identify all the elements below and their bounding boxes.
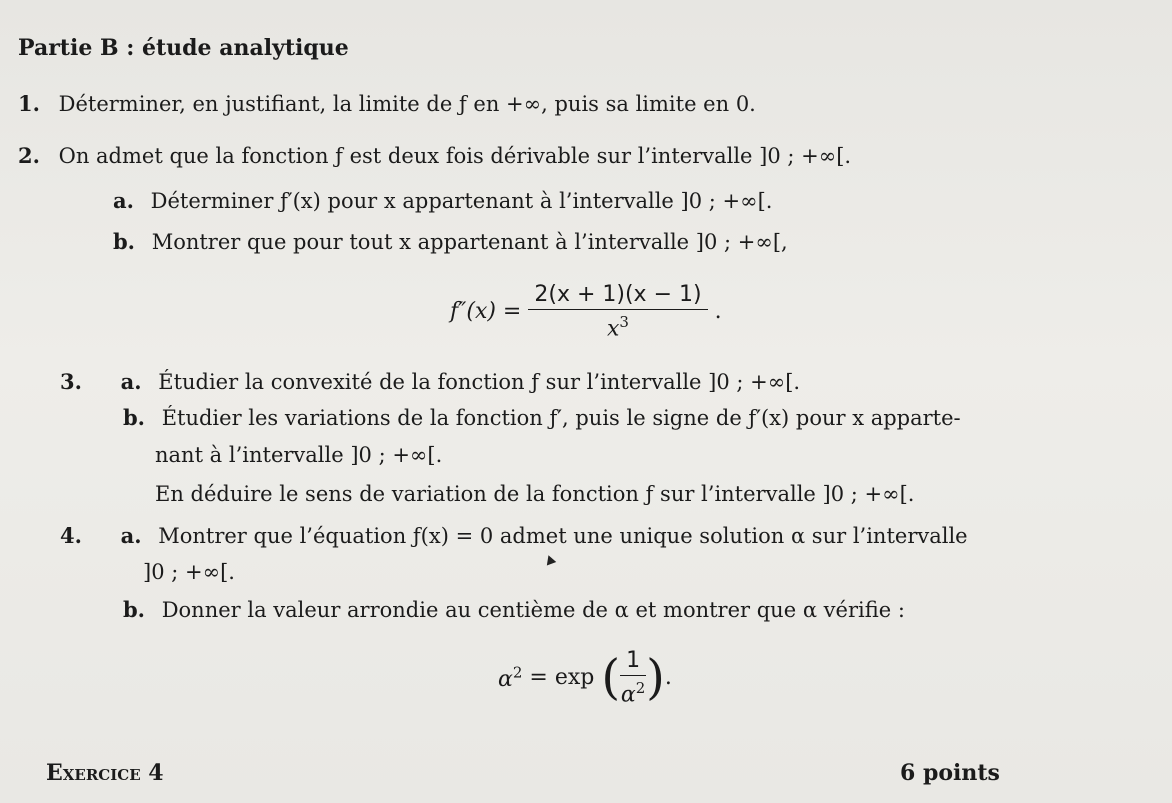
- question-4-number: 4.: [60, 523, 82, 548]
- question-2b-text: Montrer que pour tout x appartenant à l’intervalle ]0 ; +∞[,: [151, 230, 788, 254]
- left-paren-icon: (: [601, 649, 621, 706]
- question-2: [18, 142, 851, 170]
- question-3a-label: a.: [120, 369, 142, 394]
- formula2-lhs-base: α: [498, 666, 513, 692]
- formula2-lhs: [498, 663, 523, 692]
- question-3b-text-1: Étudier les variations de la fonction ƒ′, puis le signe de ƒ′(x) pour x apparte-: [161, 406, 961, 430]
- question-2a-label: a.: [113, 188, 134, 213]
- question-3b-text-2: nant à l’intervalle ]0 ; +∞[.: [155, 443, 443, 467]
- question-4b-label: b.: [123, 597, 145, 622]
- formula2-end: .: [664, 665, 672, 691]
- question-3b-text-3: En déduire le sens de variation de la fonction ƒ sur l’intervalle ]0 ; +∞[.: [155, 482, 915, 506]
- question-1-text: Déterminer, en justifiant, la limite de ƒ en +∞, puis sa limite en 0.: [58, 92, 756, 116]
- question-2a: [113, 187, 772, 215]
- second-derivative-formula: [450, 282, 722, 341]
- formula2-numerator: 1: [620, 648, 646, 676]
- question-4b-text: Donner la valeur arrondie au centième de α et montrer que α vérifie :: [161, 598, 905, 622]
- formula2-fraction: [620, 648, 646, 707]
- formula1-end: .: [714, 299, 722, 325]
- mouse-cursor-icon: [544, 554, 556, 566]
- question-4a-text-2: ]0 ; +∞[.: [143, 560, 235, 584]
- formula1-fraction: [528, 282, 707, 341]
- exercise-points: 6 points: [900, 760, 1000, 786]
- question-3a: [60, 368, 800, 396]
- formula1-denominator-base: x: [606, 316, 620, 342]
- section-title: Partie B : étude analytique: [18, 35, 349, 61]
- question-1: [18, 90, 756, 118]
- alpha-equation: [498, 648, 672, 707]
- formula1-numerator: 2(x + 1)(x − 1): [528, 282, 707, 310]
- formula2-eq: = exp: [522, 665, 595, 691]
- question-2-number: 2.: [18, 143, 40, 168]
- question-2a-text: Déterminer ƒ′(x) pour x appartenant à l’intervalle ]0 ; +∞[.: [150, 189, 773, 213]
- formula1-lhs: f″(x) =: [450, 299, 522, 325]
- formula1-denominator-exp: 3: [619, 313, 629, 331]
- formula2-denominator-base: α: [620, 682, 636, 708]
- formula2-lhs-exp: 2: [512, 663, 523, 682]
- question-3b: [123, 404, 961, 432]
- question-2-text: On admet que la fonction ƒ est deux fois dérivable sur l’intervalle ]0 ; +∞[.: [58, 144, 852, 168]
- question-4a-text-1: Montrer que l’équation ƒ(x) = 0 admet une unique solution α sur l’intervalle: [158, 524, 968, 548]
- question-3b-label: b.: [123, 405, 145, 430]
- right-paren-icon: ): [646, 649, 665, 706]
- question-1-number: 1.: [18, 91, 40, 116]
- question-2b-label: b.: [113, 229, 135, 254]
- formula2-denominator-exp: 2: [635, 679, 646, 697]
- question-4b: [123, 596, 905, 624]
- formula1-denominator: [528, 310, 707, 341]
- question-3a-text: Étudier la convexité de la fonction ƒ sur l’intervalle ]0 ; +∞[.: [158, 370, 801, 394]
- question-4a-label: a.: [120, 523, 142, 548]
- question-2b: [113, 228, 788, 256]
- exercise-heading: Exercice 4: [46, 760, 164, 786]
- question-3-number: 3.: [60, 369, 82, 394]
- formula2-denominator: [620, 676, 646, 707]
- question-4a: [60, 522, 968, 550]
